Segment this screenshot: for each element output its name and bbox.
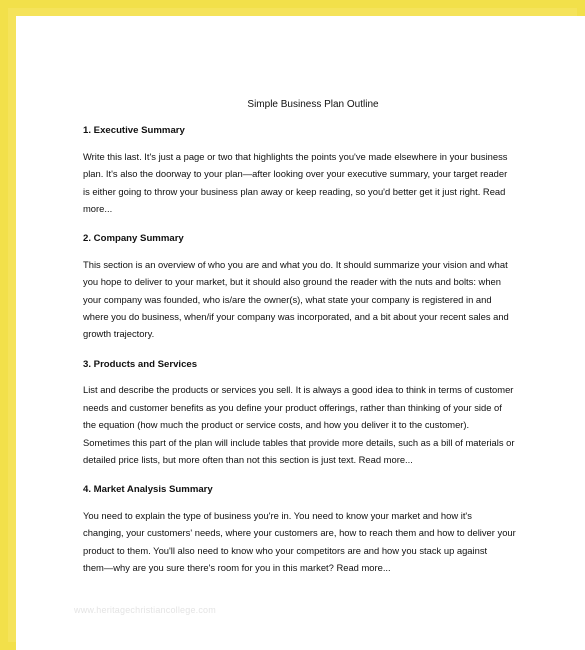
section-body: Write this last. It's just a page or two that highlights the points you've made elsewhere in your business plan. It's also the doorway to your plan—after looking over your executive summary, your target reader is either going to throw your business plan away or keep reading, so you'd better get it just right. Read more... <box>83 150 508 215</box>
section-market-analysis-summary <box>83 481 533 576</box>
section-products-and-services <box>83 356 533 468</box>
document-title: Simple Business Plan Outline <box>247 99 379 110</box>
document-page <box>16 16 585 650</box>
section-body: List and describe the products or services you sell. It is always a good idea to think in terms of customer needs and customer benefits as you define your product offerings, rather than thinking of your side of the equation (how much the product or service costs, and how you deliver it to the customer). Sometimes this part of the plan will include tables that provide more details, such as a bill of materials or detailed price lists, but more often than not this section is just text. Read more... <box>83 384 515 465</box>
section-heading: 3. Products and Services <box>83 358 198 370</box>
watermark-text: www.heritagechristiancollege.com <box>74 605 216 615</box>
section-body: This section is an overview of who you are and what you do. It should summarize your vision and what you hope to deliver to your market, but it should also ground the reader with the nuts and bolts: when your company was founded, who is/are the owner(s), what state your company is registered in and where you do business, when/if your company was incorporated, and a bit about your recent sales and growth trajectory. <box>83 258 509 340</box>
section-executive-summary <box>83 122 533 217</box>
section-body: You need to explain the type of business you're in. You need to know your market and how it's changing, your customers' needs, where your customers are, how to reach them and how to deliver your product to them. You'll also need to know who your competitors are and how you stack up against them—why are you sure there's room for you in this market? Read more... <box>83 509 516 573</box>
section-company-summary <box>83 230 533 342</box>
document-content <box>83 96 533 589</box>
section-heading: 4. Market Analysis Summary <box>83 484 213 496</box>
section-heading: 1. Executive Summary <box>83 125 185 137</box>
section-heading: 2. Company Summary <box>83 233 184 245</box>
